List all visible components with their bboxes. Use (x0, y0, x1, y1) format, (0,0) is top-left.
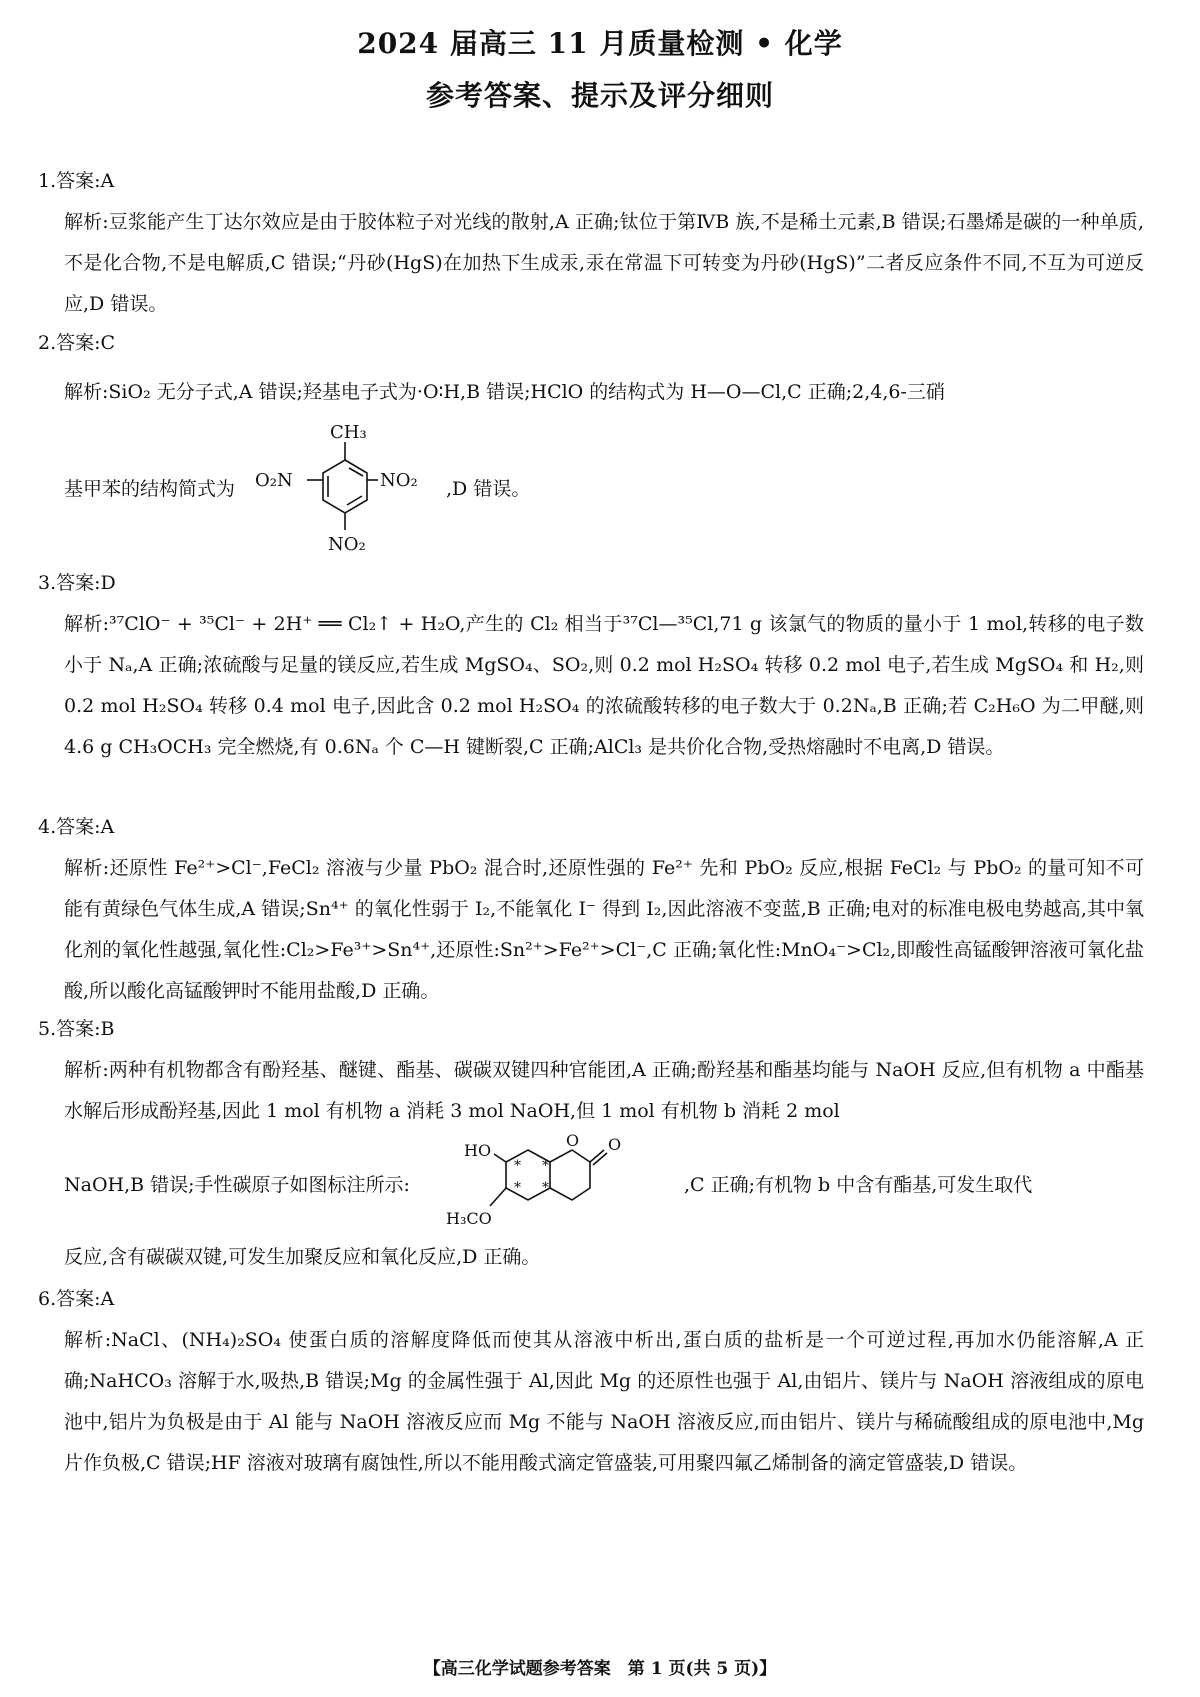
question-2-explanation: 解析:SiO₂ 无分子式,A 错误;羟基电子式为·O∶H,B 错误;HClO 的结构式为 H—O—Cl,C 正确;2,4,6-三硝 (64, 381, 945, 403)
chiral-star-4: * (542, 1180, 549, 1196)
structure-label-no2-bottom: NO₂ (328, 534, 366, 555)
question-1-explanation: 解析:豆浆能产生丁达尔效应是由于胶体粒子对光线的散射,A 正确;钛位于第ⅣB 族,不是稀土元素,B 错误;石墨烯是碳的一种单质,不是化合物,不是电解质,C 错误;“丹砂(HgS)在加热下生成汞,汞在常温下可转变为丹砂(HgS)”二者反应条件不同,不互为可逆反应,D 错误。 (64, 211, 1144, 315)
question-2-explanation-tail-left: 基甲苯的结构简式为 (64, 478, 236, 500)
page-title: 2024 届高三 11 月质量检测 • 化学 (357, 27, 843, 60)
label-ring-o: O (566, 1132, 580, 1150)
question-5-explanation-mid-right: ,C 正确;有机物 b 中含有酯基,可发生取代 (684, 1174, 1033, 1196)
question-5-answer: 5.答案:B (38, 1018, 115, 1040)
question-1-answer: 1.答案:A (38, 170, 115, 192)
structure-label-o2n: O₂N (255, 470, 293, 491)
chiral-star-1: * (514, 1158, 521, 1174)
chiral-star-3: * (542, 1158, 549, 1174)
question-2-answer: 2.答案:C (38, 332, 116, 354)
question-5-explanation-end: 反应,含有碳碳双键,可发生加聚反应和氧化反应,D 正确。 (64, 1246, 541, 1268)
question-6-answer: 6.答案:A (38, 1288, 115, 1310)
page-footer: 【高三化学试题参考答案 第 1 页(共 5 页)】 (423, 1659, 777, 1679)
trinitrotoluene-structure (250, 418, 440, 558)
question-3-explanation: 解析:³⁷ClO⁻ + ³⁵Cl⁻ + 2H⁺ ══ Cl₂↑ + H₂O,产生的 Cl₂ 相当于³⁷Cl—³⁵Cl,71 g 该氯气的物质的量小于 1 mol,转移的电子数小于 Nₐ,A 正确;浓硫酸与足量的镁反应,若生成 MgSO₄、SO₂,则 0.2 mol H₂SO₄ 转移 0.2 mol 电子,若生成 MgSO₄ 和 H₂,则 0.2 mol H₂SO₄ 转移 0.4 mol 电子,因此含 0.2 mol H₂SO₄ 的浓硫酸转移的电子数大于 0.2Nₐ,B 正确;若 C₂H₆O 为二甲醚,则 4.6 g CH₃OCH₃ 完全燃烧,有 0.6Nₐ 个 C—H 键断裂,C 正确;AlCl₃ 是共价化合物,受热熔融时不电离,D 错误。 (64, 613, 1144, 758)
question-4-answer: 4.答案:A (38, 816, 115, 838)
label-ho: HO (464, 1141, 492, 1160)
page-subtitle: 参考答案、提示及评分细则 (425, 79, 774, 112)
question-6-explanation: 解析:NaCl、(NH₄)₂SO₄ 使蛋白质的溶解度降低而使其从溶液中析出,蛋白质的盐析是一个可逆过程,再加水仍能溶解,A 正确;NaHCO₃ 溶解于水,吸热,B 错误;Mg 的金属性强于 Al,因此 Mg 的还原性也强于 Al,由铝片、镁片与 NaOH 溶液组成的原电池中,铝片为负极是由于 Al 能与 NaOH 溶液反应而 Mg 不能与 NaOH 溶液反应,而由铝片、镁片与稀硫酸组成的原电池中,Mg 片作负极,C 错误;HF 溶液对玻璃有腐蚀性,所以不能用酸式滴定管盛装,可用聚四氟乙烯制备的滴定管盛装,D 错误。 (64, 1329, 1144, 1474)
label-carbonyl-o: O (608, 1135, 622, 1154)
question-5-explanation-mid-left: NaOH,B 错误;手性碳原子如图标注所示: (64, 1174, 410, 1196)
question-4-explanation: 解析:还原性 Fe²⁺>Cl⁻,FeCl₂ 溶液与少量 PbO₂ 混合时,还原性强的 Fe²⁺ 先和 PbO₂ 反应,根据 FeCl₂ 与 PbO₂ 的量可知不可能有黄绿色气体生成,A 错误;Sn⁴⁺ 的氧化性弱于 I₂,不能氧化 I⁻ 得到 I₂,因此溶液不变蓝,B 正确;电对的标准电极电势越高,其中氧化剂的氧化性越强,氧化性:Cl₂>Fe³⁺>Sn⁴⁺,还原性:Sn²⁺>Fe²⁺>Cl⁻,C 正确;氧化性:MnO₄⁻>Cl₂,即酸性高锰酸钾溶液可氧化盐酸,所以酸化高锰酸钾时不能用盐酸,D 正确。 (64, 857, 1144, 1002)
structure-label-no2-right: NO₂ (380, 470, 418, 491)
chiral-carbon-structure (438, 1132, 678, 1232)
chiral-star-2: * (514, 1180, 521, 1196)
question-2-explanation-tail-right: ,D 错误。 (446, 478, 531, 500)
label-h3co: H₃CO (446, 1209, 492, 1228)
structure-label-ch3: CH₃ (330, 422, 367, 443)
question-3-answer: 3.答案:D (38, 572, 116, 594)
question-5-explanation: 解析:两种有机物都含有酚羟基、醚键、酯基、碳碳双键四种官能团,A 正确;酚羟基和酯基均能与 NaOH 反应,但有机物 a 中酯基水解后形成酚羟基,因此 1 mol 有机物 a 消耗 3 mol NaOH,但 1 mol 有机物 b 消耗 2 mol (64, 1059, 1144, 1122)
